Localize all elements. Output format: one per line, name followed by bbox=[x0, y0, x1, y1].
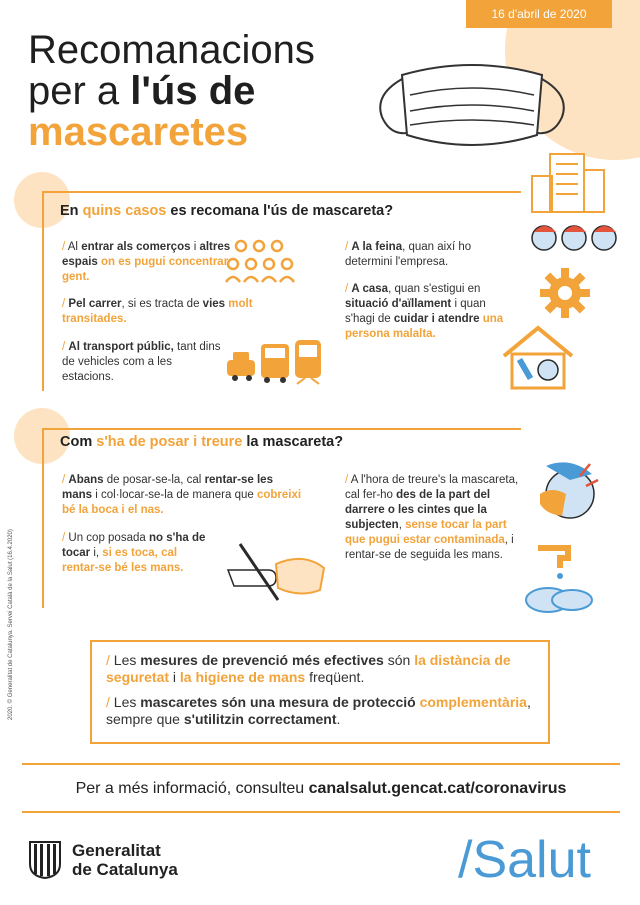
text-highlight: on es pugui concentrar gent. bbox=[62, 256, 229, 283]
generalitat-line2: de Catalunya bbox=[72, 860, 178, 879]
section1-item-work bbox=[345, 240, 505, 270]
text-bold: cuidar i atendre bbox=[393, 313, 480, 325]
text-part: , quan així ho determini l'empresa. bbox=[345, 241, 472, 268]
more-info-line bbox=[22, 763, 620, 813]
text-part: , bbox=[398, 519, 406, 531]
info-url-link[interactable]: canalsalut.gencat.cat/coronavirus bbox=[308, 780, 567, 797]
text-bold: A la feina bbox=[351, 241, 403, 253]
no-touch-mask-icon bbox=[220, 540, 330, 604]
workers-icon bbox=[530, 218, 620, 258]
text-bold: no s'ha de tocar bbox=[62, 532, 206, 559]
section1-item-home bbox=[345, 282, 510, 342]
text-bold: A casa bbox=[351, 283, 389, 295]
text-part: Les bbox=[113, 694, 141, 710]
home-care-icon bbox=[498, 322, 578, 392]
text-part: i, bbox=[90, 547, 103, 559]
text-part: , si es tracta de bbox=[121, 298, 203, 310]
text-highlight: cobreixi bé la boca i el nas. bbox=[62, 489, 302, 516]
senyera-emblem-icon bbox=[28, 840, 62, 880]
text-bold: situació d'aïllament bbox=[345, 298, 452, 310]
section1-heading-highlight: quins casos bbox=[82, 203, 167, 219]
title-line3: mascaretes bbox=[28, 110, 249, 154]
face-mask-icon bbox=[372, 55, 572, 155]
vehicles-icon bbox=[225, 338, 325, 386]
text-bold: altres espais bbox=[62, 241, 231, 268]
text-part: i bbox=[190, 241, 200, 253]
text-highlight: la distància de seguretat bbox=[106, 652, 511, 685]
section1-item-transport bbox=[62, 340, 222, 385]
slash-mark: / bbox=[345, 241, 349, 253]
slash-mark: / bbox=[106, 694, 110, 710]
note-distance bbox=[106, 652, 534, 686]
text-part: i col·locar-se-la de manera que bbox=[92, 489, 257, 501]
slash-mark: / bbox=[62, 474, 66, 486]
text-part: . bbox=[336, 711, 341, 727]
section1-heading bbox=[60, 203, 393, 219]
slash-mark: / bbox=[62, 532, 66, 544]
text-part: Les bbox=[113, 652, 141, 668]
text-part: Al bbox=[67, 241, 82, 253]
section2-item-dont-touch bbox=[62, 531, 212, 576]
text-highlight: la higiene de mans bbox=[179, 669, 306, 685]
crowd-icon bbox=[225, 236, 305, 286]
section2-item-remove bbox=[345, 473, 520, 563]
text-bold: mesures de prevenció més efectives bbox=[140, 652, 384, 668]
section2-item-before bbox=[62, 473, 302, 518]
slash-mark: / bbox=[62, 298, 66, 310]
note-complementary bbox=[106, 694, 534, 728]
gear-icon bbox=[538, 266, 592, 320]
section2-heading-highlight: s'ha de posar i treure bbox=[96, 434, 243, 450]
title-line1: Recomanacions bbox=[28, 28, 315, 72]
copyright-text: 2020. © Generalitat de Catalunya. Servei Català de la Salut (16.4.2020) bbox=[8, 529, 14, 720]
section2-heading bbox=[60, 434, 343, 450]
text-part: de posar-se-la, cal bbox=[103, 474, 205, 486]
generalitat-line1: Generalitat bbox=[72, 841, 161, 860]
text-highlight: sense tocar la part que pugui estar contaminada bbox=[345, 519, 507, 546]
slash-mark: / bbox=[62, 241, 66, 253]
slash-mark: / bbox=[345, 283, 349, 295]
slash-mark: / bbox=[62, 341, 66, 353]
text-highlight: si es toca, cal rentar-se bé les mans. bbox=[62, 547, 184, 574]
date-badge: 16 d'abril de 2020 bbox=[466, 0, 612, 28]
section1-heading-prefix: En bbox=[60, 203, 83, 219]
title-line2 bbox=[28, 71, 315, 112]
section2-heading-suffix: la mascareta? bbox=[242, 434, 344, 450]
title-line2-bold: l'ús de bbox=[130, 69, 256, 113]
section1-heading-suffix: es recomana l'ús de mascareta? bbox=[166, 203, 394, 219]
text-bold: vies bbox=[202, 298, 226, 310]
text-bold: Al transport públic, bbox=[68, 341, 174, 353]
hand-washing-icon bbox=[520, 542, 600, 616]
text-bold: s'utilitzin correctament bbox=[183, 711, 337, 727]
text-bold: des de la part del darrere o les cintes que la subjecten bbox=[345, 489, 491, 531]
text-part: tant dins de vehicles com a les estacions. bbox=[62, 341, 221, 383]
generalitat-name bbox=[72, 841, 178, 879]
text-bold: entrar als comerços bbox=[81, 241, 191, 253]
slash-mark: / bbox=[345, 474, 349, 486]
text-bold: rentar-se les mans bbox=[62, 474, 273, 501]
text-part: Un cop posada bbox=[68, 532, 149, 544]
prevention-note-box bbox=[90, 640, 550, 744]
text-bold: mascaretes són una mesura de protecció bbox=[140, 694, 416, 710]
remove-mask-icon bbox=[532, 458, 602, 526]
text-part: , i rentar-se de seguida les mans. bbox=[345, 534, 514, 561]
text-part: A l'hora de treure's la mascareta, cal fer-ho bbox=[345, 474, 519, 501]
title-line2-prefix: per a bbox=[28, 69, 131, 113]
office-building-icon bbox=[528, 150, 608, 214]
text-part: i bbox=[169, 669, 180, 685]
text-highlight: una persona malalta. bbox=[345, 313, 504, 340]
section2-heading-prefix: Com bbox=[60, 434, 97, 450]
text-part: freqüent. bbox=[305, 669, 365, 685]
info-prefix: Per a més informació, consulteu bbox=[75, 780, 309, 797]
text-part: , sempre que bbox=[106, 694, 531, 727]
text-bold: Pel carrer bbox=[68, 298, 122, 310]
text-highlight: molt transitades. bbox=[62, 298, 253, 325]
slash-mark: / bbox=[106, 652, 110, 668]
generalitat-logo bbox=[28, 840, 178, 880]
text-highlight: complementària bbox=[419, 694, 527, 710]
page-title bbox=[28, 30, 315, 153]
text-bold: Abans bbox=[68, 474, 104, 486]
text-part: i quan s'hagi de bbox=[345, 298, 486, 325]
text-part: són bbox=[383, 652, 415, 668]
salut-logo: /Salut bbox=[458, 831, 591, 889]
section1-item-shops bbox=[62, 240, 242, 285]
section1-item-street bbox=[62, 297, 282, 327]
text-part: , quan s'estigui en bbox=[388, 283, 481, 295]
